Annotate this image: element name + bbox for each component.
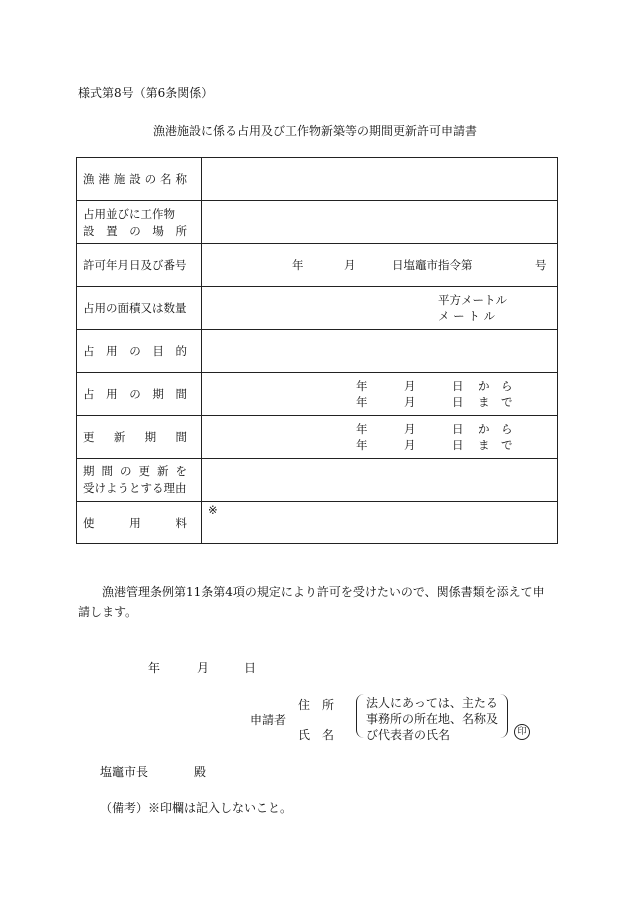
field-occupancy-period[interactable]: 年 月 日 か ら 年 月 日 ま で — [202, 373, 558, 416]
date-month: 月 — [197, 661, 210, 675]
seal-mark: 印 — [514, 724, 530, 740]
declaration-text: 漁港管理条例第11条第4項の規定により許可を受けたいので、関係書類を添えて申請します。 — [78, 585, 545, 619]
field-purpose[interactable] — [202, 330, 558, 373]
field-permit[interactable]: 年 月 日塩竈市指令第 号 — [202, 244, 558, 287]
applicant-note-line3: び代表者の氏名 — [366, 728, 451, 742]
fee-note-mark: ※ — [208, 503, 218, 517]
label-purpose: 占 用 の 目 的 — [77, 330, 202, 373]
label-occupancy-period: 占 用 の 期 間 — [77, 373, 202, 416]
label-area: 占用の面積又は数量 — [77, 287, 202, 330]
remarks-text: ※印欄は記入しないこと。 — [148, 801, 293, 815]
date-day: 日 — [244, 661, 257, 675]
applicant-note-line2: 事務所の所在地、名称及 — [366, 712, 499, 726]
label-location: 占用並びに工作物 設 置 の 場 所 — [77, 201, 202, 244]
date-year: 年 — [148, 661, 161, 675]
field-facility-name[interactable] — [202, 158, 558, 201]
field-renewal-reason[interactable] — [202, 459, 558, 502]
document-title: 漁港施設に係る占用及び工作物新築等の期間更新許可申請書 — [152, 124, 477, 138]
label-facility-name: 漁 港 施 設 の 名 称 — [77, 158, 202, 201]
label-fee: 使 用 料 — [77, 502, 202, 544]
recipient-honorific: 殿 — [194, 765, 207, 779]
address-label: 住 所 — [298, 698, 335, 712]
field-location[interactable] — [202, 201, 558, 244]
applicant-note-line1: 法人にあっては、主たる — [366, 696, 498, 710]
field-area[interactable]: 平方メートル メ ー ト ル — [202, 287, 558, 330]
label-renewal-reason: 期 間 の 更 新 を 受けようとする理由 — [77, 459, 202, 502]
label-permit: 許可年月日及び番号 — [77, 244, 202, 287]
field-renewal-period[interactable]: 年 月 日 か ら 年 月 日 ま で — [202, 416, 558, 459]
remarks-label: （備考） — [100, 801, 149, 815]
applicant-label: 申請者 — [250, 713, 287, 727]
application-table — [76, 157, 558, 544]
form-number: 様式第8号（第6条関係） — [78, 86, 214, 100]
label-renewal-period: 更 新 期 間 — [77, 416, 202, 459]
name-label: 氏 名 — [298, 728, 335, 742]
field-fee — [202, 502, 558, 544]
recipient-name: 塩竈市長 — [100, 765, 149, 779]
